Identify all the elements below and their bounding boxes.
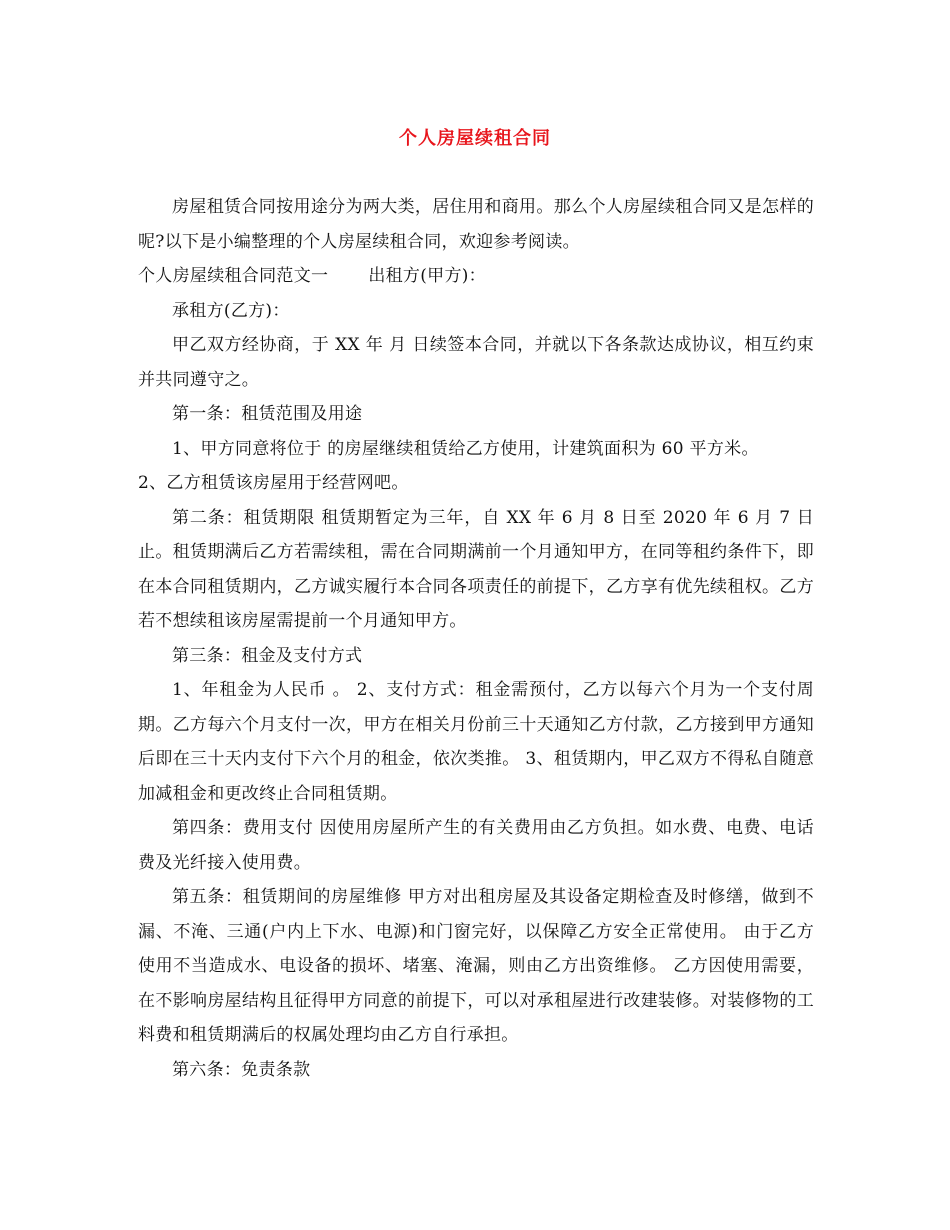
document-body (138, 190, 814, 1087)
lessee-label: 承租方(乙方)： (172, 300, 290, 321)
article-5-paragraph: 第五条：租赁期间的房屋维修 甲方对出租房屋及其设备定期检查及时修缮，做到不漏、不淹、三通(户内上下水、电源)和门窗完好，以保障乙方安全正常使用。 由于乙方使用不当造成水、电设备的损坏、堵塞、淹漏，则由乙方出资维修。 乙方因使用需要，在不影响房屋结构且征得甲方同意的前提下，可以对承租屋进行改建装修。对装修物的工料费和租赁期满后的权属处理均由乙方自行承担。 (138, 887, 814, 1045)
intro-paragraph: 房屋租赁合同按用途分为两大类，居住用和商用。那么个人房屋续租合同又是怎样的呢?以下是小编整理的个人房屋续租合同，欢迎参考阅读。 (138, 197, 814, 252)
article-1-item-1: 1、甲方同意将位于 的房屋继续租赁给乙方使用，计建筑面积为 60 平方米。 (172, 438, 759, 459)
article-1-title: 第一条：租赁范围及用途 (172, 404, 363, 424)
article-1-item-2: 2、乙方租赁该房屋用于经营网吧。 (138, 473, 409, 493)
lessor-label: 出租方(甲方)： (368, 266, 486, 286)
agreement-paragraph: 甲乙双方经协商，于 XX 年 月 日续签本合同，并就以下各条款达成协议，相互约束并共同遵守之。 (138, 335, 814, 390)
article-6-title: 第六条：免责条款 (172, 1059, 311, 1080)
article-4-paragraph: 第四条：费用支付 因使用房屋所产生的有关费用由乙方负担。如水费、电费、电话费及光纤接入使用费。 (138, 818, 814, 873)
document-title: 个人房屋续租合同 (399, 128, 551, 149)
article-3-paragraph: 1、年租金为人民币 。 2、支付方式：租金需预付，乙方以每六个月为一个支付周期。乙方每六个月支付一次，甲方在相关月份前三十天通知乙方付款，乙方接到甲方通知后即在三十天内支付下六个月的租金，依次类推。 3、租赁期内，甲乙双方不得私自随意加减租金和更改终止合同租赁期。 (138, 680, 814, 804)
sample-heading-line (138, 259, 814, 294)
sample-heading: 个人房屋续租合同范文一 (138, 266, 329, 286)
article-2-paragraph: 第二条：租赁期限 租赁期暂定为三年，自 XX 年 6 月 8 日至 2020 年 6 月 7 日止。租赁期满后乙方若需续租，需在合同期满前一个月通知甲方，在同等租约条件下，即在本合同租赁期内，乙方诚实履行本合同各项责任的前提下，乙方享有优先续租权。乙方若不想续租该房屋需提前一个月通知甲方。 (138, 507, 814, 631)
article-3-title: 第三条：租金及支付方式 (172, 645, 363, 666)
